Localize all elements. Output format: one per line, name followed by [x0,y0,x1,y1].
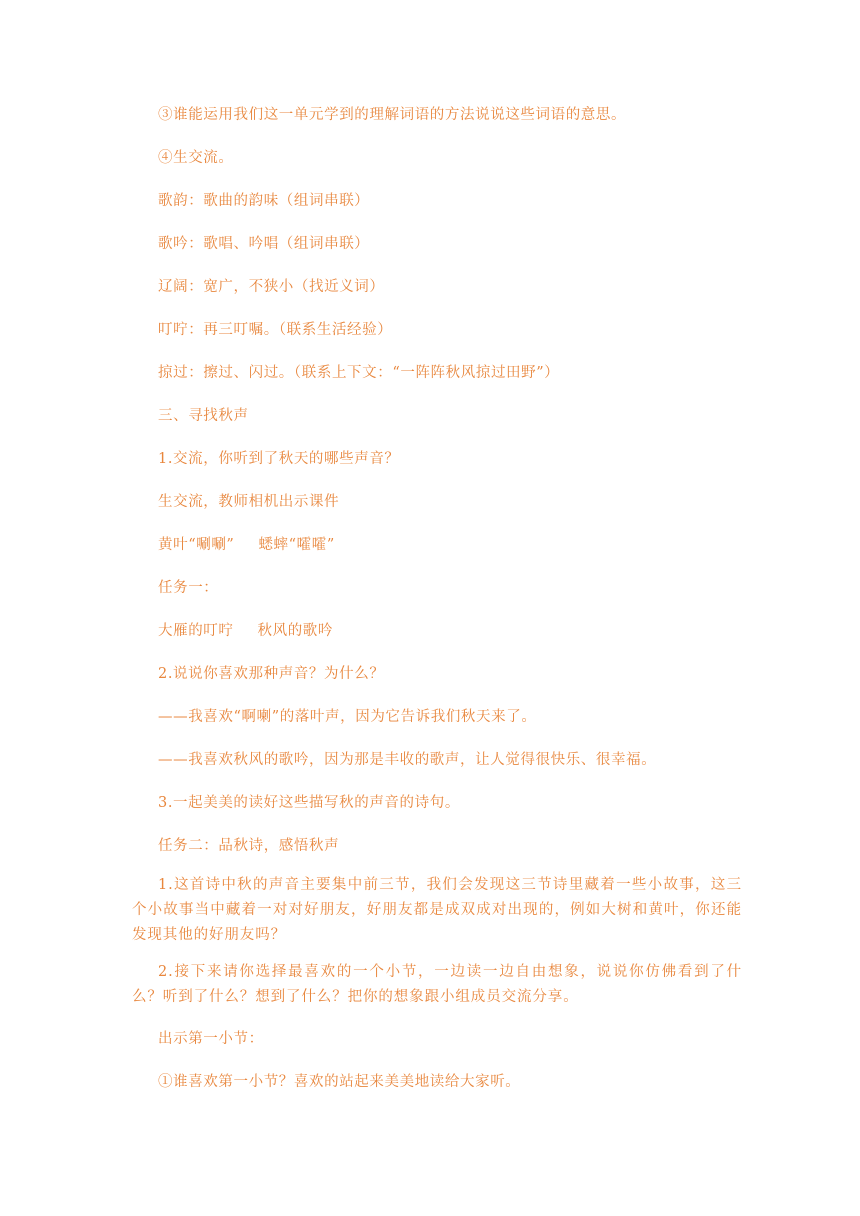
paragraph-word-geyun: 歌韵：歌曲的韵味（组词串联） [158,193,370,209]
paragraph-word-dingning: 叮咛：再三叮嘱。（联系生活经验） [158,322,393,338]
sound-pair-left: 大雁的叮咛 [158,623,234,639]
task-one-label: 任务一： [158,580,219,596]
sound-pair-line-1 [158,536,335,555]
paragraph-item-3-read: 3.一起美美的读好这些描写秋的声音的诗句。 [158,795,460,811]
paragraph-answer-2: ——我喜欢秋风的歌吟，因为那是丰收的歌声，让人觉得很快乐、很幸福。 [158,752,657,768]
task-two-heading: 任务二：品秋诗，感悟秋声 [158,838,340,854]
paragraph-item-1-exchange: 1.交流，你听到了秋天的哪些声音？ [158,451,400,467]
paragraph-word-liaokuo: 辽阔：宽广，不狭小（找近义词） [158,279,385,295]
section-heading-find-autumn-sounds: 三、寻找秋声 [158,408,249,424]
paragraph-question-1: ①谁喜欢第一小节？喜欢的站起来美美地读给大家听。 [158,1074,521,1090]
paragraph-word-lueguo: 掠过：擦过、闪过。（联系上下文：“一阵阵秋风掠过田野”） [158,365,560,381]
paragraph-student-exchange: ④生交流。 [158,150,234,166]
paragraph-item-2-question: 2.说说你喜欢那种声音？为什么？ [158,666,385,682]
sound-pair-right: 秋风的歌吟 [257,623,333,639]
sound-pair-left: 黄叶“唰唰” [158,537,235,553]
paragraph-question-3: ③谁能运用我们这一单元学到的理解词语的方法说说这些词语的意思。 [158,107,627,123]
paragraph-word-geyin: 歌吟：歌唱、吟唱（组词串联） [158,236,370,252]
paragraph-answer-1: ——我喜欢“啊喇”的落叶声，因为它告诉我们秋天来了。 [158,709,537,725]
paragraph-show-section-one: 出示第一小节： [158,1031,264,1047]
sound-pair-line-2 [158,622,333,641]
sound-pair-right: 蟋蟀“嚯嚯” [258,537,335,553]
paragraph-long-friends: 1.这首诗中秋的声音主要集中前三节，我们会发现这三节诗里藏着一些小故事，这三个小故事当中藏着一对对好朋友，好朋友都是成双成对出现的，例如大树和黄叶，你还能发现其他的好朋友吗？ [132,877,742,943]
paragraph-long-imagination: 2.接下来请你选择最喜欢的一个小节，一边读一边自由想象，说说你仿佛看到了什么？听到了什么？想到了什么？把你的想象跟小组成员交流分享。 [132,964,742,1005]
paragraph-teacher-slides: 生交流，教师相机出示课件 [158,494,340,510]
